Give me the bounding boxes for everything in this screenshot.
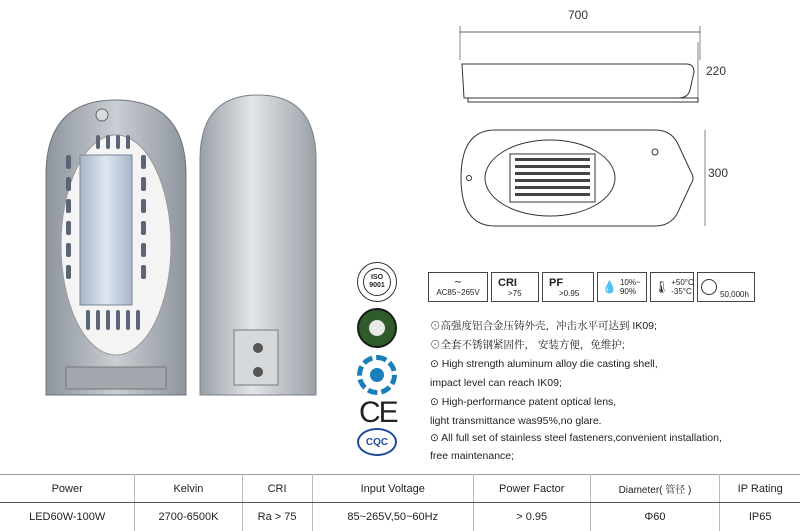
side-dimension-drawing: [450, 20, 730, 110]
iso-9001-logo: ISO 9001: [357, 262, 397, 302]
table-header-row: [0, 475, 800, 503]
length-dimension-label: 700: [568, 8, 589, 22]
table-cell: > 0.95: [473, 503, 590, 531]
power-factor-spec: PF >0.95: [542, 272, 594, 302]
cqc-logo: CQC: [357, 428, 397, 456]
table-header-cell: Diameter( 管径 ): [590, 475, 720, 503]
lamp-front-view: [36, 95, 196, 405]
table-row: [0, 503, 800, 531]
lamp-back-view: [192, 90, 332, 410]
table-header-cell: Input Voltage: [312, 475, 473, 503]
humidity-spec: 💧 10%~ 90%: [597, 272, 647, 302]
table-cell: Ra > 75: [242, 503, 312, 531]
feature-line: free maintenance;: [430, 450, 515, 462]
ac-wave-icon: ∼: [453, 276, 463, 288]
feature-line: ⊙全套不锈钢紧固件， 安装方便，免维护;: [430, 339, 625, 351]
table-header-cell: Kelvin: [135, 475, 242, 503]
feature-line: ⊙高强度铝合金压铸外壳，冲击水平可达到 IK09;: [430, 320, 657, 332]
lifetime-spec: 50,000h: [697, 272, 755, 302]
gear-certification-logo: [357, 355, 397, 395]
feature-line: ⊙ High strength aluminum alloy die casting shell,: [430, 358, 658, 370]
feature-line: light transmittance was95%,no glare.: [430, 415, 602, 427]
table-header-cell: CRI: [242, 475, 312, 503]
water-drop-icon: 💧: [602, 280, 617, 294]
feature-line: ⊙ High-performance patent optical lens,: [430, 396, 617, 408]
table-cell: LED60W-100W: [29, 510, 106, 523]
feature-line: impact level can reach IK09;: [430, 377, 562, 389]
clock-icon: [701, 279, 717, 295]
table-header-cell: Power: [0, 475, 135, 503]
voltage-spec: ∼ AC85~265V: [428, 272, 488, 302]
table-cell: IP65: [720, 503, 800, 531]
table-cell: 85~265V,50~60Hz: [312, 503, 473, 531]
quality-seal-logo: [357, 308, 397, 348]
temperature-spec: 🌡 +50°C -35°C: [650, 272, 694, 302]
table-header-cell: IP Rating: [720, 475, 800, 503]
cri-spec: CRI >75: [491, 272, 539, 302]
width-dimension-label: 300: [708, 166, 729, 180]
table-cell: Φ60: [590, 503, 720, 531]
table-header-cell: Power Factor: [473, 475, 590, 503]
height-dimension-label: 220: [706, 64, 727, 78]
thermometer-icon: 🌡: [654, 280, 670, 294]
ce-mark-logo: CE: [359, 396, 397, 429]
plan-dimension-drawing: [455, 122, 715, 232]
feature-line: ⊙ All full set of stainless steel fasteners,convenient installation,: [430, 432, 722, 444]
spec-icon-row: [428, 272, 755, 302]
spec-table: [0, 474, 800, 531]
table-cell: 2700-6500K: [135, 503, 242, 531]
